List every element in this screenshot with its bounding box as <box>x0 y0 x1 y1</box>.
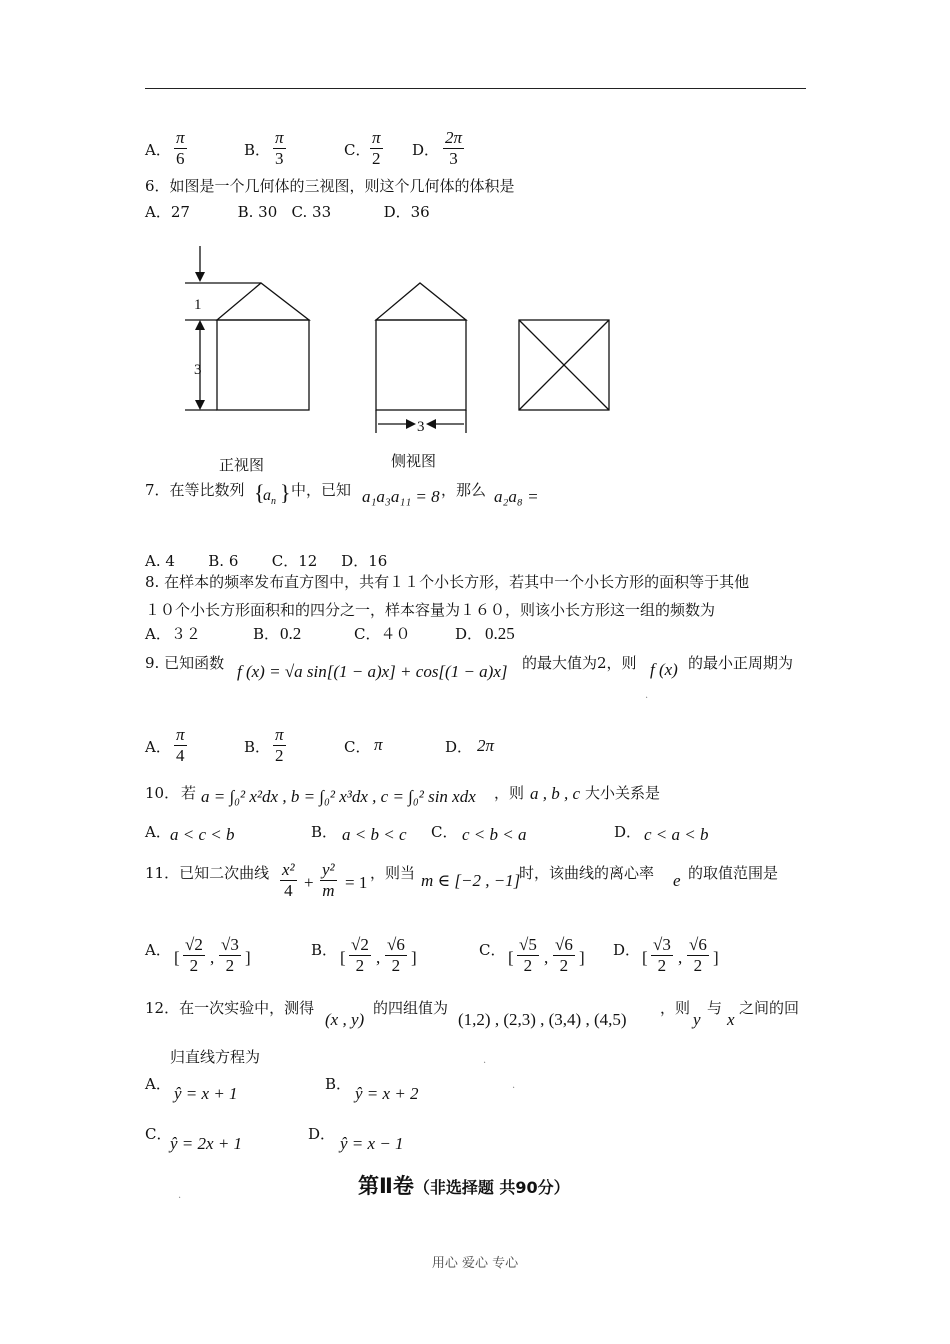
q11-d-comma: , <box>678 948 683 967</box>
side-view-roof <box>376 283 466 320</box>
q12-stem-b: 的四组值为 <box>373 999 449 1017</box>
q11-m: m <box>322 881 335 900</box>
q5-c-label: C． <box>344 141 371 159</box>
q9-a-label: A． <box>145 738 171 756</box>
q12-x: x <box>727 1010 735 1029</box>
q11-b-frac2 <box>385 935 407 976</box>
q7-stem-a: 7．在等比数列 <box>145 481 245 499</box>
q7-brace-left: { <box>254 480 265 505</box>
q11-b-den2: 2 <box>391 956 401 975</box>
q11-stem-c: 时，该曲线的离心率 <box>519 864 655 882</box>
q10-c-value: c < b < a <box>462 825 527 844</box>
q11-b-n1: √2 <box>351 935 369 954</box>
q8-option-b-value: 0.2 <box>280 624 302 643</box>
q11-four: 4 <box>284 881 293 900</box>
footer: 用心 爱心 专心 <box>431 1256 519 1271</box>
q10-number: 10． <box>145 784 180 802</box>
q12-d-value: ŷ = x − 1 <box>340 1134 404 1153</box>
q11-b-n2: √6 <box>387 935 405 954</box>
stray-mark: . <box>512 1080 516 1091</box>
q12-stem-e: 之间的回 <box>739 999 800 1017</box>
q9-a-frac <box>174 725 187 766</box>
q5-c-num: π <box>372 128 381 147</box>
q9-c-label: C． <box>344 738 371 756</box>
q11-c-open: [ <box>508 948 514 967</box>
q9-b-den: 2 <box>275 746 284 765</box>
q10-a-label: A． <box>145 823 171 841</box>
q9-b-label: B． <box>244 738 271 756</box>
q5-a-label: A． <box>145 141 171 159</box>
q12-a-label: A． <box>145 1075 171 1093</box>
q5-d-num: 2π <box>445 128 463 147</box>
q11-c-close: ] <box>579 948 585 967</box>
dim-label-3-bottom: 3 <box>417 419 425 435</box>
q5-d-frac <box>443 128 464 169</box>
q11-d-label: D． <box>613 941 641 959</box>
side-view-body <box>376 320 466 410</box>
q9-stem-b: 的最大值为2，则 <box>522 654 637 672</box>
q11-stem-d: 的取值范围是 <box>688 864 779 882</box>
section-title-sub: （非选择题 共90分） <box>413 1178 570 1197</box>
q11-frac-x <box>280 860 297 901</box>
q12-c-value: ŷ = 2x + 1 <box>170 1134 243 1153</box>
q12-stem-d: 与 <box>707 999 723 1017</box>
q10-c-label: C． <box>431 823 458 841</box>
side-view-caption: 侧视图 <box>391 452 437 470</box>
q11-y2: y² <box>322 860 335 879</box>
q10-stem-a: 若 <box>181 784 197 802</box>
q9-c-value: π <box>374 735 383 754</box>
q11-a-open: [ <box>174 948 180 967</box>
q11-c-den1: 2 <box>523 956 533 975</box>
q9-stem-a: 9. 已知函数 <box>145 654 225 672</box>
q11-c-den2: 2 <box>559 956 569 975</box>
q8-option-b-label: B． <box>253 625 280 643</box>
q9-function-ref: f (x) <box>650 660 678 679</box>
q6-options: A．27 B. 30 C. 33 D．36 <box>145 203 430 221</box>
q7-seq: $a_n$ <box>263 487 276 508</box>
q9-d-value: 2π <box>477 736 495 755</box>
q5-b-num: π <box>275 128 284 147</box>
q11-b-close: ] <box>411 948 417 967</box>
q12-stem-a: 12．在一次实验中，测得 <box>145 999 315 1017</box>
q11-d-close: ] <box>713 948 719 967</box>
q11-a-n2: √3 <box>221 935 239 954</box>
q10-b-value: a < b < c <box>342 825 407 844</box>
q9-a-den: 4 <box>176 746 185 765</box>
q9-b-frac <box>273 725 286 766</box>
q5-a-num: π <box>176 128 185 147</box>
q11-d-frac2 <box>687 935 709 976</box>
q10-expression: a = ∫₀² x²dx , b = ∫₀² x³dx , c = ∫₀² sin xdx <box>201 787 476 806</box>
q7-options: A. 4 B. 6 C．12 D．16 <box>145 552 388 570</box>
q10-stem-c: 大小关系是 <box>585 784 661 802</box>
front-view-roof <box>217 283 309 320</box>
q12-stem-c: ，则 <box>660 999 691 1017</box>
q10-vars: a , b , c <box>530 784 581 803</box>
q12-line2: 归直线方程为 <box>170 1048 261 1066</box>
q7-condition: a₁a₃a₁₁ = 8 <box>362 487 440 506</box>
q11-stem-a: 11．已知二次曲线 <box>145 864 270 882</box>
q11-d-den2: 2 <box>693 956 703 975</box>
q11-a-comma: , <box>210 948 215 967</box>
q5-b-frac <box>273 128 286 169</box>
q11-c-frac1 <box>517 935 539 976</box>
q7-stem-c: ，那么 <box>441 481 487 499</box>
section-title-main: 第Ⅱ卷 <box>358 1174 414 1198</box>
q11-plus: + <box>304 873 314 892</box>
q7-brace-right: } <box>280 480 291 505</box>
q11-d-n1: √3 <box>653 935 671 954</box>
q8-option-a: A．３２ <box>145 625 201 643</box>
stray-mark: . <box>645 690 649 701</box>
q9-function: f (x) = √a sin[(1 − a)x] + cos[(1 − a)x] <box>237 662 508 681</box>
q11-a-den1: 2 <box>189 956 199 975</box>
q11-d-frac1 <box>651 935 673 976</box>
q10-a-value: a < c < b <box>170 825 235 844</box>
q6-stem: 6．如图是一个几何体的三视图，则这个几何体的体积是 <box>145 177 515 195</box>
stray-mark: . <box>483 1055 487 1066</box>
q11-a-label: A． <box>145 941 171 959</box>
q11-frac-y <box>320 860 337 901</box>
q7-ask: a₂a₈ = <box>494 487 539 506</box>
q11-b-comma: , <box>376 948 381 967</box>
q12-pair: (x , y) <box>325 1010 365 1029</box>
q5-c-den: 2 <box>372 149 381 168</box>
q5-c-frac <box>370 128 383 169</box>
q11-c-comma: , <box>544 948 549 967</box>
q12-c-label: C． <box>145 1125 172 1143</box>
q11-c-frac2 <box>553 935 575 976</box>
q8-option-d-label: D． <box>455 625 483 643</box>
q11-b-den1: 2 <box>355 956 365 975</box>
q11-d-open: [ <box>642 948 648 967</box>
q12-b-value: ŷ = x + 2 <box>355 1084 419 1103</box>
q11-range: m ∈ [−2 , −1] <box>421 871 521 890</box>
q11-c-n1: √5 <box>519 935 537 954</box>
q11-a-close: ] <box>245 948 251 967</box>
q5-a-frac <box>174 128 187 169</box>
front-view-caption: 正视图 <box>219 456 265 474</box>
q12-a-value: ŷ = x + 1 <box>174 1084 238 1103</box>
q9-stem-c: 的最小正周期为 <box>688 654 794 672</box>
q11-c-n2: √6 <box>555 935 573 954</box>
q9-b-num: π <box>275 725 284 744</box>
q11-d-n2: √6 <box>689 935 707 954</box>
dim-label-3-left: 3 <box>194 362 202 378</box>
q5-d-label: D． <box>412 141 440 159</box>
q11-b-frac1 <box>349 935 371 976</box>
q11-stem-b: ，则当 <box>370 864 416 882</box>
q9-d-label: D． <box>445 738 473 756</box>
q5-d-den: 3 <box>449 149 458 168</box>
q10-stem-b: ，则 <box>494 784 525 802</box>
front-view-body <box>217 320 309 410</box>
q8-line2: １０个小长方形面积和的四分之一，样本容量为１６０，则该小长方形这一组的频数为 <box>145 601 716 619</box>
q11-d-den1: 2 <box>657 956 667 975</box>
q8-line1: 8. 在样本的频率发布直方图中，共有１１个小长方形，若其中一个小长方形的面积等于其他 <box>145 573 750 591</box>
q11-a-den2: 2 <box>225 956 235 975</box>
q11-eq1: = 1 <box>345 873 368 892</box>
q11-a-n1: √2 <box>185 935 203 954</box>
stray-mark: . <box>178 1190 182 1201</box>
q8-option-d-value: 0.25 <box>485 624 515 643</box>
q12-b-label: B． <box>325 1075 352 1093</box>
q7-stem-b: 中，已知 <box>291 481 352 499</box>
section-title <box>358 1170 570 1200</box>
q11-x2: x² <box>282 860 295 879</box>
q10-b-label: B． <box>311 823 338 841</box>
q11-a-frac2 <box>219 935 241 976</box>
q12-d-label: D． <box>308 1125 336 1143</box>
q5-a-den: 6 <box>176 149 185 168</box>
q11-e: e <box>673 871 681 890</box>
q5-b-den: 3 <box>275 149 284 168</box>
q11-a-frac1 <box>183 935 205 976</box>
q11-b-label: B． <box>311 941 338 959</box>
q11-b-open: [ <box>340 948 346 967</box>
q5-b-label: B． <box>244 141 271 159</box>
q10-d-label: D． <box>614 823 642 841</box>
q8-option-c: C．４０ <box>354 625 411 643</box>
q12-values: (1,2) , (2,3) , (3,4) , (4,5) <box>458 1010 627 1029</box>
q10-d-value: c < a < b <box>644 825 709 844</box>
three-view-figure <box>180 240 640 480</box>
q9-a-num: π <box>176 725 185 744</box>
header-rule <box>145 88 806 89</box>
dim-label-1: 1 <box>194 297 202 313</box>
q11-c-label: C． <box>479 941 506 959</box>
q12-y: y <box>693 1010 701 1029</box>
